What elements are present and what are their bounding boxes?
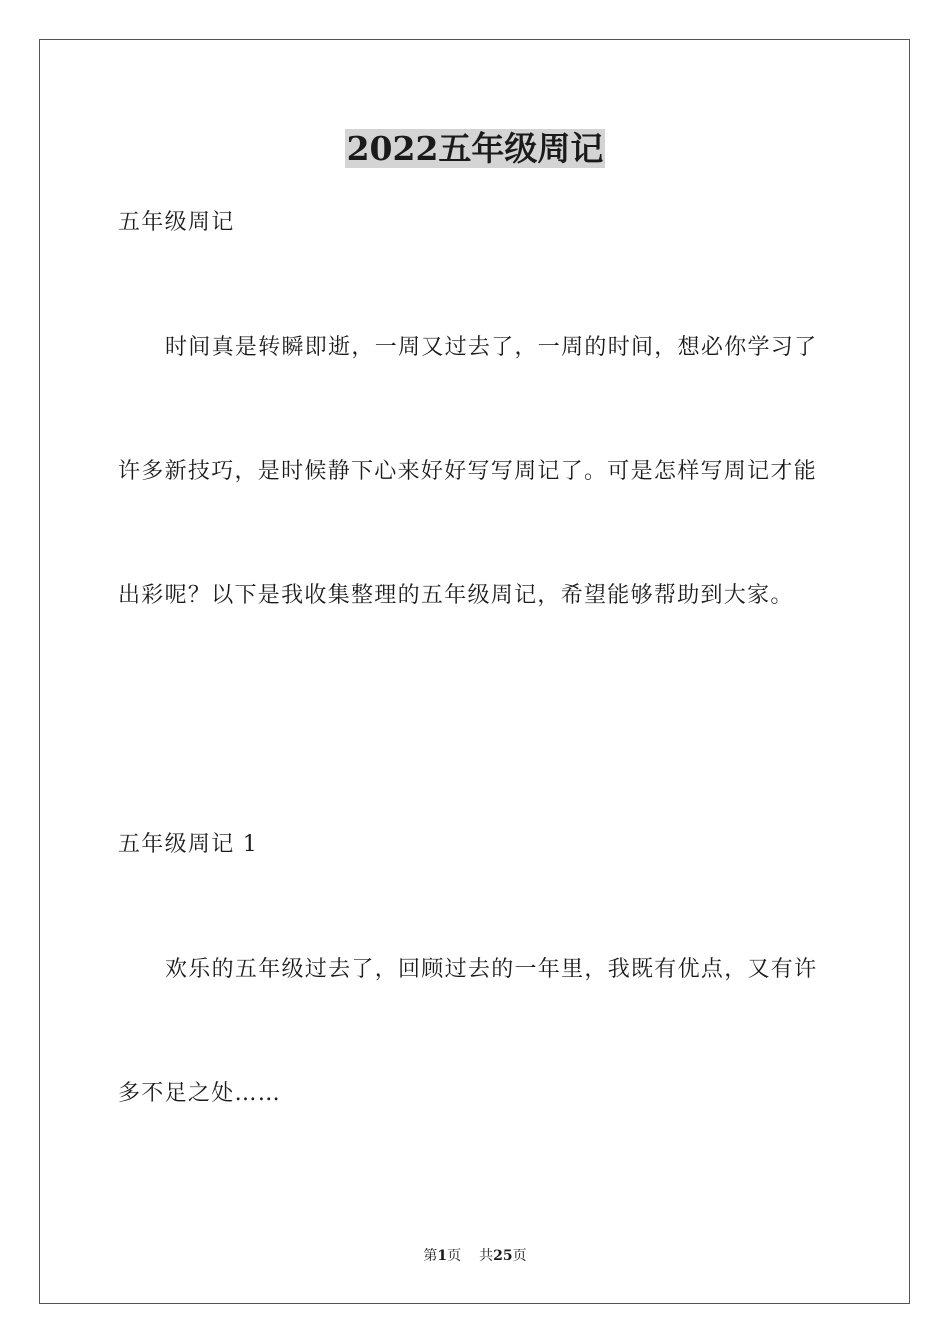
document-title [0,127,950,171]
intro-line-1: 时间真是转瞬即逝，一周又过去了，一周的时间，想必你学习了 [165,335,818,360]
footer-page-number: 1 [437,1248,448,1264]
intro-line-2: 许多新技巧，是时候静下心来好好写写周记了。可是怎样写周记才能 [118,459,818,484]
document-title-text: 2022五年级周记 [346,129,604,168]
document-subtitle: 五年级周记 [118,210,235,235]
footer-page-prefix: 第 [423,1248,438,1264]
section-1-line-1: 欢乐的五年级过去了，回顾过去的一年里，我既有优点，又有许 [165,957,818,982]
section-1-heading: 五年级周记 1 [118,832,259,857]
section-1-line-2: 多不足之处…… [118,1081,282,1106]
page-footer [0,1246,950,1266]
footer-total-pages: 25 [493,1248,513,1264]
footer-total-prefix: 共 [479,1248,494,1264]
footer-page-suffix: 页 [447,1248,462,1264]
intro-line-3: 出彩呢？以下是我收集整理的五年级周记，希望能够帮助到大家。 [118,583,794,608]
footer-total-suffix: 页 [512,1248,527,1264]
